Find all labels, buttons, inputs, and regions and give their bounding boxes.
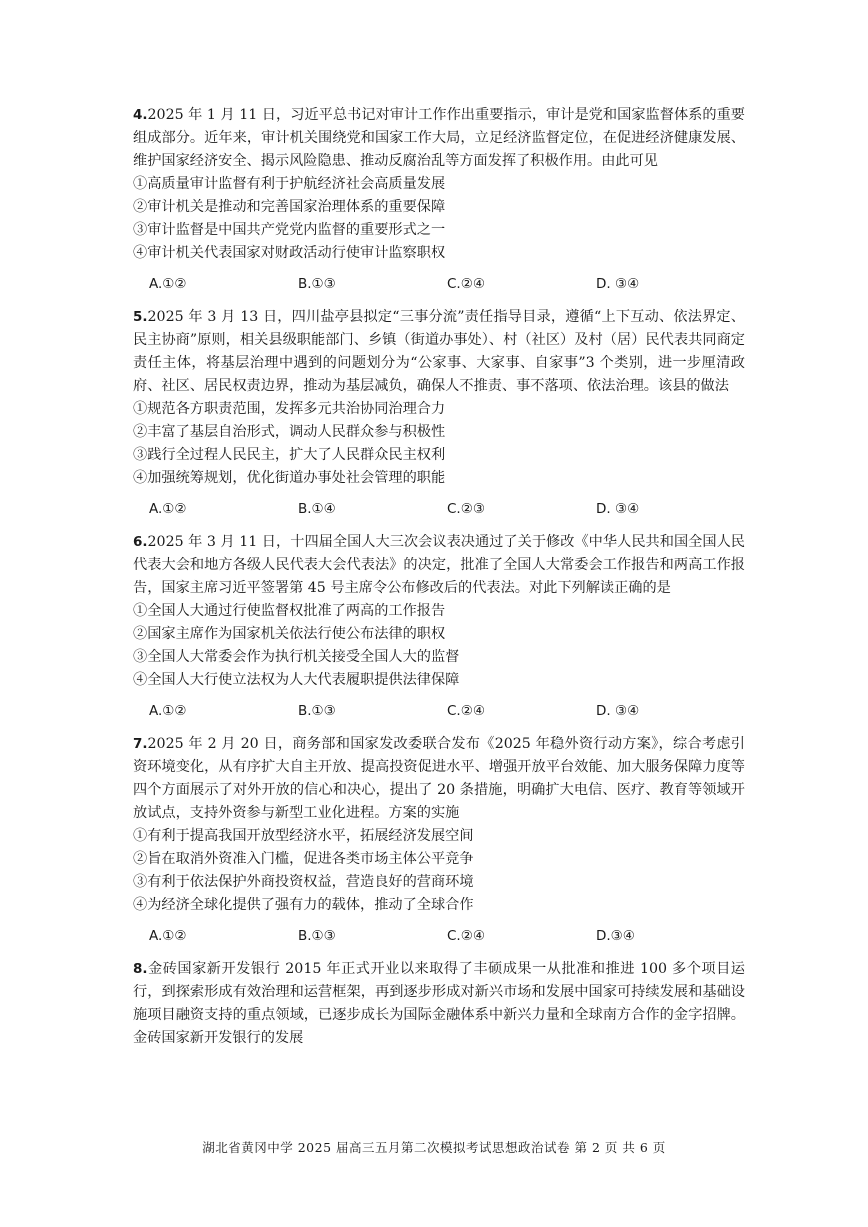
answer-choice-a: A.①②	[149, 703, 187, 719]
option-statement: ④为经济全球化提供了强有力的载体，推动了全球合作	[133, 897, 474, 913]
option-statement: ②丰富了基层自治形式，调动人民群众参与积极性	[133, 424, 446, 440]
answer-choices	[133, 700, 745, 722]
question-4	[133, 104, 745, 295]
answer-choice-d: D. ③④	[596, 276, 640, 292]
answer-choice-d: D. ③④	[596, 501, 640, 517]
option-statement: ②旨在取消外资准入门槛，促进各类市场主体公平竞争	[133, 851, 474, 867]
question-number: 7.	[133, 736, 148, 752]
answer-choice-c: C.②④	[447, 276, 485, 292]
answer-choice-a: A.①②	[149, 276, 187, 292]
answer-choices	[133, 925, 745, 947]
question-6	[133, 531, 745, 722]
option-statement: ②国家主席作为国家机关依法行使公布法律的职权	[133, 626, 446, 642]
question-stem	[133, 958, 745, 1050]
answer-choice-c: C.②③	[447, 501, 485, 517]
answer-choice-c: C.②④	[447, 928, 485, 944]
option-statements	[133, 825, 745, 917]
option-statement: ①全国人大通过行使监督权批准了两高的工作报告	[133, 603, 446, 619]
answer-choice-c: C.②④	[447, 703, 485, 719]
option-statement: ④加强统筹规划，优化街道办事处社会管理的职能	[133, 470, 446, 486]
option-statement: ③审计监督是中国共产党党内监督的重要形式之一	[133, 222, 446, 238]
question-text: 2025 年 3 月 11 日，十四届全国人大三次会议表决通过了关于修改《中华人民共和国全国人民代表大会和地方各级人民代表大会代表法》的决定，批准了全国人大常委会工作报告和两高工作报告，国家主席习近平签署第 45 号主席令公布修改后的代表法。对此下列解读正确的是	[133, 534, 745, 596]
question-stem	[133, 306, 745, 398]
option-statements	[133, 173, 745, 265]
page-footer: 湖北省黄冈中学 2025 届高三五月第二次模拟考试思想政治试卷 第 2 页 共 6 页	[202, 1140, 666, 1155]
question-stem	[133, 733, 745, 825]
option-statement: ③有利于依法保护外商投资权益，营造良好的营商环境	[133, 874, 474, 890]
option-statement: ③全国人大常委会作为执行机关接受全国人大的监督	[133, 649, 460, 665]
question-stem	[133, 104, 745, 173]
option-statement: ③践行全过程人民民主，扩大了人民群众民主权利	[133, 447, 446, 463]
option-statement: ①高质量审计监督有利于护航经济社会高质量发展	[133, 176, 446, 192]
answer-choice-a: A.①②	[149, 928, 187, 944]
answer-choices	[133, 498, 745, 520]
question-text: 2025 年 2 月 20 日，商务部和国家发改委联合发布《2025 年稳外资行动方案》，综合考虑引资环境变化，从有序扩大自主开放、提高投资促进水平、增强开放平台效能、加大服务保障力度等四个方面展示了对外开放的信心和决心，提出了 20 条措施，明确扩大电信、医疗、教育等领域开放试点，支持外资参与新型工业化进程。方案的实施	[133, 736, 745, 821]
question-text: 2025 年 3 月 13 日，四川盐亭县拟定“三事分流”责任指导目录，遵循“上下互动、依法界定、民主协商”原则，相关县级职能部门、乡镇（街道办事处）、村（社区）及村（居）民代表共同商定责任主体，将基层治理中遇到的问题划分为“公家事、大家事、自家事”3 个类别，进一步厘清政府、社区、居民权责边界，推动为基层减负，确保人不推责、事不落项、依法治理。该县的做法	[133, 309, 745, 394]
question-number: 8.	[133, 961, 148, 977]
option-statement: ④审计机关代表国家对财政活动行使审计监察职权	[133, 245, 446, 261]
answer-choice-b: B.①③	[298, 276, 336, 292]
question-8	[133, 958, 745, 1050]
option-statement: ①规范各方职责范围，发挥多元共治协同治理合力	[133, 401, 446, 417]
question-stem	[133, 531, 745, 600]
question-number: 4.	[133, 107, 148, 123]
question-5	[133, 306, 745, 520]
answer-choice-b: B.①④	[298, 501, 336, 517]
question-7	[133, 733, 745, 947]
option-statement: ②审计机关是推动和完善国家治理体系的重要保障	[133, 199, 446, 215]
question-text: 2025 年 1 月 11 日，习近平总书记对审计工作作出重要指示，审计是党和国家监督体系的重要组成部分。近年来，审计机关围绕党和国家工作大局，立足经济监督定位，在促进经济健康发展、维护国家经济安全、揭示风险隐患、推动反腐治乱等方面发挥了积极作用。由此可见	[133, 107, 745, 169]
question-number: 5.	[133, 309, 148, 325]
answer-choice-b: B.①③	[298, 703, 336, 719]
exam-page-content	[133, 104, 745, 1050]
answer-choice-d: D. ③④	[596, 703, 640, 719]
question-number: 6.	[133, 534, 148, 550]
answer-choices	[133, 273, 745, 295]
answer-choice-b: B.①③	[298, 928, 336, 944]
option-statement: ④全国人大行使立法权为人大代表履职提供法律保障	[133, 672, 460, 688]
question-text: 金砖国家新开发银行 2015 年正式开业以来取得了丰硕成果一从批准和推进 100 多个项目运行，到探索形成有效治理和运营框架，再到逐步形成对新兴市场和发展中国家可持续发展和基础设施项目融资支持的重点领域，已逐步成长为国际金融体系中新兴力量和全球南方合作的金字招牌。金砖国家新开发银行的发展	[133, 961, 745, 1046]
answer-choice-a: A.①②	[149, 501, 187, 517]
option-statements	[133, 398, 745, 490]
answer-choice-d: D.③④	[596, 928, 635, 944]
option-statement: ①有利于提高我国开放型经济水平，拓展经济发展空间	[133, 828, 474, 844]
option-statements	[133, 600, 745, 692]
